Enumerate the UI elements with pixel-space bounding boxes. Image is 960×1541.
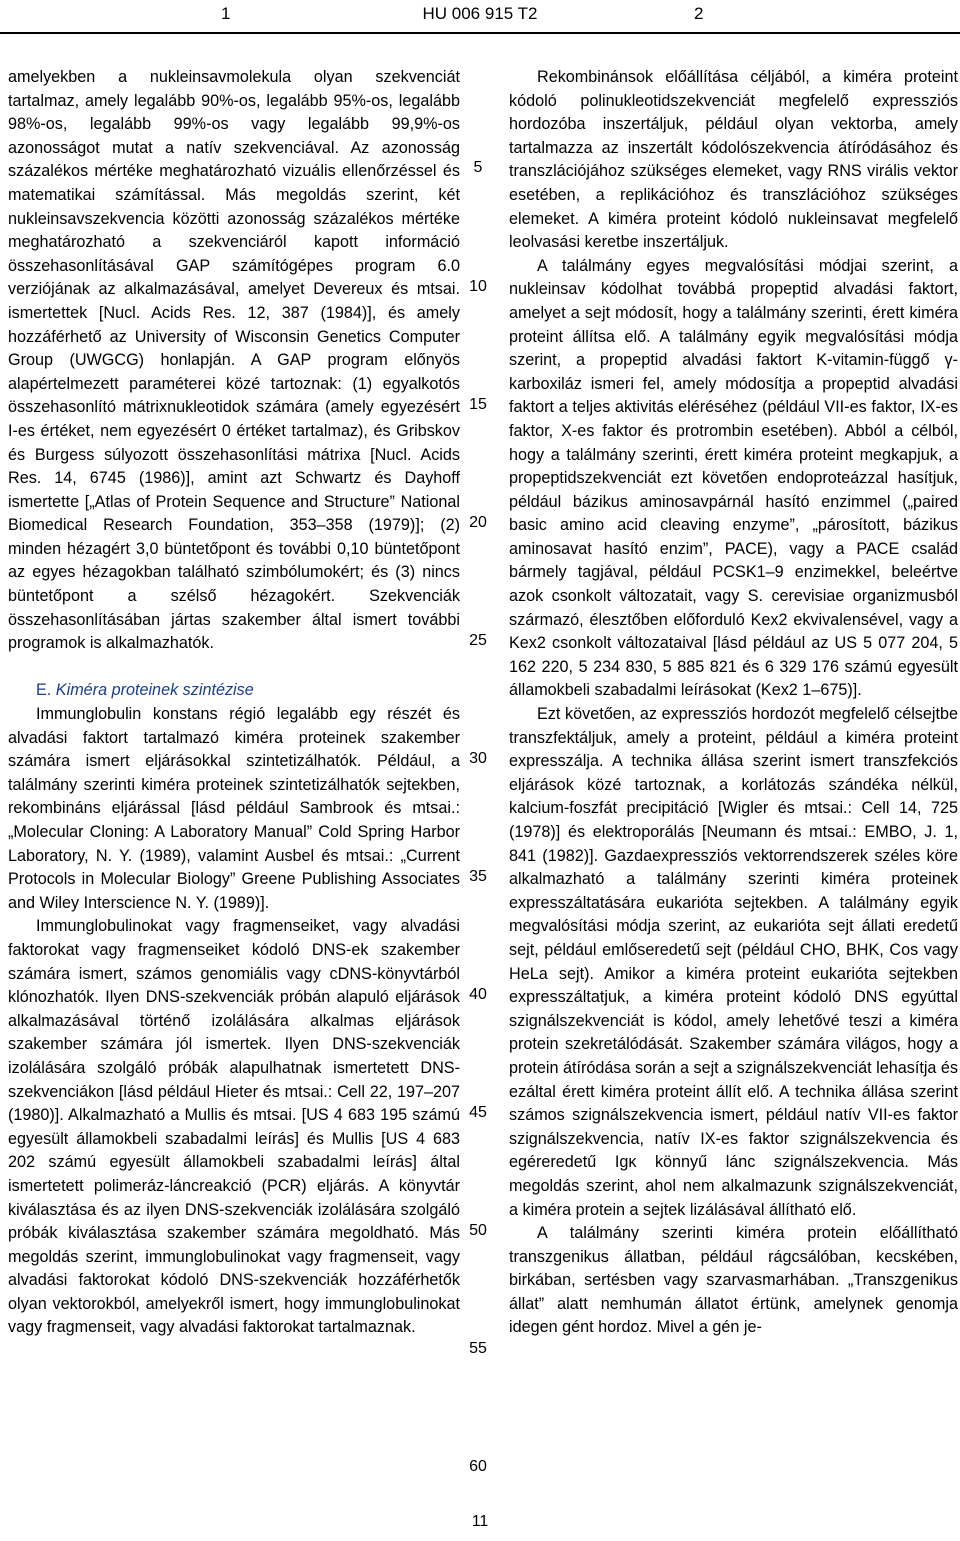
line-number-60: 60 <box>469 1458 487 1475</box>
right-paragraph-1: Rekombinánsok előállítása céljából, a kiméra proteint kódoló polinukleotidszekvenciát megfelelő expressziós hordozóba inszertáljuk, például olyan vektorba, amely tartalmazza az inszertált kódolószekvencia átíródásához és transzlációjához szükséges elemeket, vagy RNS virális vektor esetében, a replikációhoz és transzlációhoz szükséges elemeket. A kiméra proteint kódoló nukleinsavat megfelelő leolvasási keretbe inszertáljuk. <box>509 68 958 252</box>
line-number-40: 40 <box>469 986 487 1003</box>
line-number-50: 50 <box>469 1222 487 1239</box>
line-number-20: 20 <box>469 514 487 531</box>
line-number-5: 5 <box>473 159 483 176</box>
section-letter: E. <box>36 681 52 700</box>
left-paragraph-2: Immunglobulin konstans régió legalább egy részét és alvadási faktort tartalmazó kiméra proteinek szakember számára ismert eljárásokkal szintetizálhatók. Például, a találmány szerinti kiméra proteinek szintetizálhatók sejtekben, rekombináns eljárással [lásd például Sambrook és mtsai.: „Molecular Cloning: A Laboratory Manual” Cold Spring Harbor Laboratory, N. Y. (1989), valamint Ausbel és mtsai.: „Current Protocols in Molecular Biology” Greene Publishing Associates and Wiley Interscience N. Y. (1989)]. <box>8 705 460 912</box>
section-heading <box>8 679 460 703</box>
right-column <box>509 66 958 1340</box>
right-page-number: 2 <box>694 4 704 23</box>
line-number-35: 35 <box>469 868 487 885</box>
line-number-10: 10 <box>469 278 487 295</box>
line-number-30: 30 <box>469 750 487 767</box>
left-paragraph-1: amelyekben a nukleinsavmolekula olyan szekvenciát tartalmaz, amely legalább 90%-os, legalább 95%-os, legalább 98%-os, legalább 99%-os vagy legalább 99,9%-os azonosságot mutat a natív szekvenciával. Az azonosság százalékos mértéke meghatározható vizuális ellenőrzéssel és matematikai számítással. Más megoldás szerint, két nukleinsavszekvencia közötti azonosság százalékos mértéke meghatározható a szekvenciáról kapott információ összehasonlításával GAP számítógépes program 6.0 verziójának az alkalmazásával, amelyet Devereux és mtsai. ismertettek [Nucl. Acids Res. 12, 387 (1984)], és amely hozzáférhető az University of Wisconsin Genetics Computer Group (UWGCG) honlapján. A GAP program előnyös alapértelmezett paraméterei közé tartoznak: (1) egyalkotós összehasonlító mátrixnukleotidok számára (amely egyezésért I-es értéket, nem egyezésért 0 értéket tartalmaz), és Gribskov és Burgess súlyozott összehasonlítási mátrixa [Nucl. Acids Res. 14, 6745 (1986)], amint azt Schwartz és Dayhoff ismertette [„Atlas of Protein Sequence and Structure” National Biomedical Research Foundation, 353–358 (1979)]; (2) minden hézagért 3,0 büntetőpont és további 0,10 büntetőpont az egyes hézagokban található szimbólumokért; és (3) nincs büntetőpont a szélső hézagokért. Szekvenciák összehasonlításában jártas szakember által ismert további programok is alkalmazhatók. <box>8 68 460 653</box>
right-paragraph-2: A találmány egyes megvalósítási módjai szerint, a nukleinsav kódolhat továbbá propeptid alvadási faktort, amelyet a sejt módosít, hogy a találmány szerinti, érett kiméra proteint állítsa elő. A találmány egyik megvalósítási módja szerint, a propeptid alvadási faktort K-vitamin-függő γ-karboxiláz ismeri fel, amely módosítja a propeptid alvadási faktort a teljes aktivitás eléréséhez (például VII-es faktor, IX-es faktor, X-es faktor és protrombin esetében). Abból a célból, hogy a találmány szerinti, érett kiméra proteint megkapjuk, a propeptidszekvenciát ezt követően endoproteázzal hasítjuk, például bázikus aminosavpárnál hasító enzimmel („paired basic amino acid cleaving enzyme”, „párosított, bázikus aminosavat hasító enzim”, PACE), vagy a PACE család bármely tagjával, például PCSK1–9 enzimekkel, beleértve azok csonkolt változatait, vagy S. cerevisiae organizmusból származó, élesztőben előforduló Kex2 ekvivalensével, vagy a Kex2 csonkolt változataival [lásd például az US 5 077 204, 5 162 220, 5 234 830, 5 885 821 és 6 329 176 számú egyesült államokbeli szabadalmi leírásokat (Kex2 1–675)]. <box>509 256 958 700</box>
section-title: Kiméra proteinek szintézise <box>55 681 254 700</box>
left-page-number: 1 <box>221 4 231 23</box>
right-paragraph-4: A találmány szerinti kiméra protein előállítható transzgenikus állatban, például rágcsálóban, kecskében, birkában, sertésben vagy szarvasmarhában. „Transzgenikus állat” alatt nemhumán állatot értünk, amelynek genomja idegen gént hordoz. Mivel a gén je- <box>509 1224 958 1337</box>
line-number-45: 45 <box>469 1104 487 1121</box>
right-paragraph-3: Ezt követően, az expressziós hordozót megfelelő célsejtbe transzfektáljuk, amely a proteint, például a kiméra proteint expresszálja. A technika állása szerint ismert transzfekciós eljárások közé tartoznak, a korlátozás szándéka nélkül, kalcium-foszfát precipitáció [Wigler és mtsai.: Cell 14, 725 (1978)] és elektroporálás [Neumann és mtsai.: EMBO, J. 1, 841 (1982)]. Gazdaexpressziós vektorrendszerek széles köre alkalmazható a találmány szerinti kiméra proteinek expresszáltatására eukarióta sejtekben. A találmány egyik megvalósítási módja szerint, az eukarióta sejt állati eredetű sejt, például emlőseredetű sejt (például CHO, BHK, Cos vagy HeLa sejt). Amikor a kiméra proteint eukarióta sejtekben expresszáltatjuk, a kiméra proteint kódoló DNS egyúttal szignálszekvenciát is kódol, amely lehetővé teszi a kiméra protein szekretálódását. Szakember számára világos, hogy a protein átíródása során a sejt a szignálszekvenciát lehasítja és ezáltal érett kiméra proteint állít elő. A technika állása szerint számos szignálszekvencia ismert, például natív VII-es faktor szignálszekvencia, natív IX-es faktor szignálszekvencia és egéreredetű Igκ könnyű lánc szignálszekvencia. Más megoldás szerint, ahol nem alkalmazunk szignálszekvenciát, a kiméra protein a sejtek lizálásával állítható elő. <box>509 705 959 1219</box>
footer-page-number: 11 <box>471 1513 489 1530</box>
line-number-25: 25 <box>469 632 487 649</box>
left-column <box>8 66 460 1340</box>
patent-number: HU 006 915 T2 <box>422 4 538 23</box>
line-number-55: 55 <box>469 1340 487 1357</box>
line-number-15: 15 <box>469 396 487 413</box>
header-rule <box>0 32 960 34</box>
left-paragraph-3: Immunglobulinokat vagy fragmenseiket, vagy alvadási faktorokat vagy fragmenseiket kódoló DNS-ek szakember számára ismert, számos genomiális vagy cDNS-könyvtárból klónozhatók. Ilyen DNS-szekvenciák próbán alapuló eljárások alkalmazásával történő izolálására alkalmas eljárások szakember számára jól ismertek. Ilyen DNS-szekvenciák izolálására szolgáló próbák alapulhatnak ismertetett DNS-szekvenciákon [lásd például Hieter és mtsai.: Cell 22, 197–207 (1980)]. Alkalmazható a Mullis és mtsai. [US 4 683 195 számú egyesült államokbeli szabadalmi leírás] és Mullis [US 4 683 202 számú egyesült államokbeli szabadalmi leírás] által ismertetett polimeráz-láncreakció (PCR) eljárás. A könyvtár kiválasztása és az ilyen DNS-szekvenciák izolálására szolgáló próbák kiválasztása szakember számára megoldható. Más megoldás szerint, immunglobulinokat vagy fragmenseit, vagy alvadási faktorokat kódoló DNS-szekvenciák hozzáférhetők olyan vektorokból, amelyekről ismert, hogy immunglobulinokat vagy fragmenseit, vagy alvadási faktorokat tartalmaznak. <box>8 917 460 1337</box>
